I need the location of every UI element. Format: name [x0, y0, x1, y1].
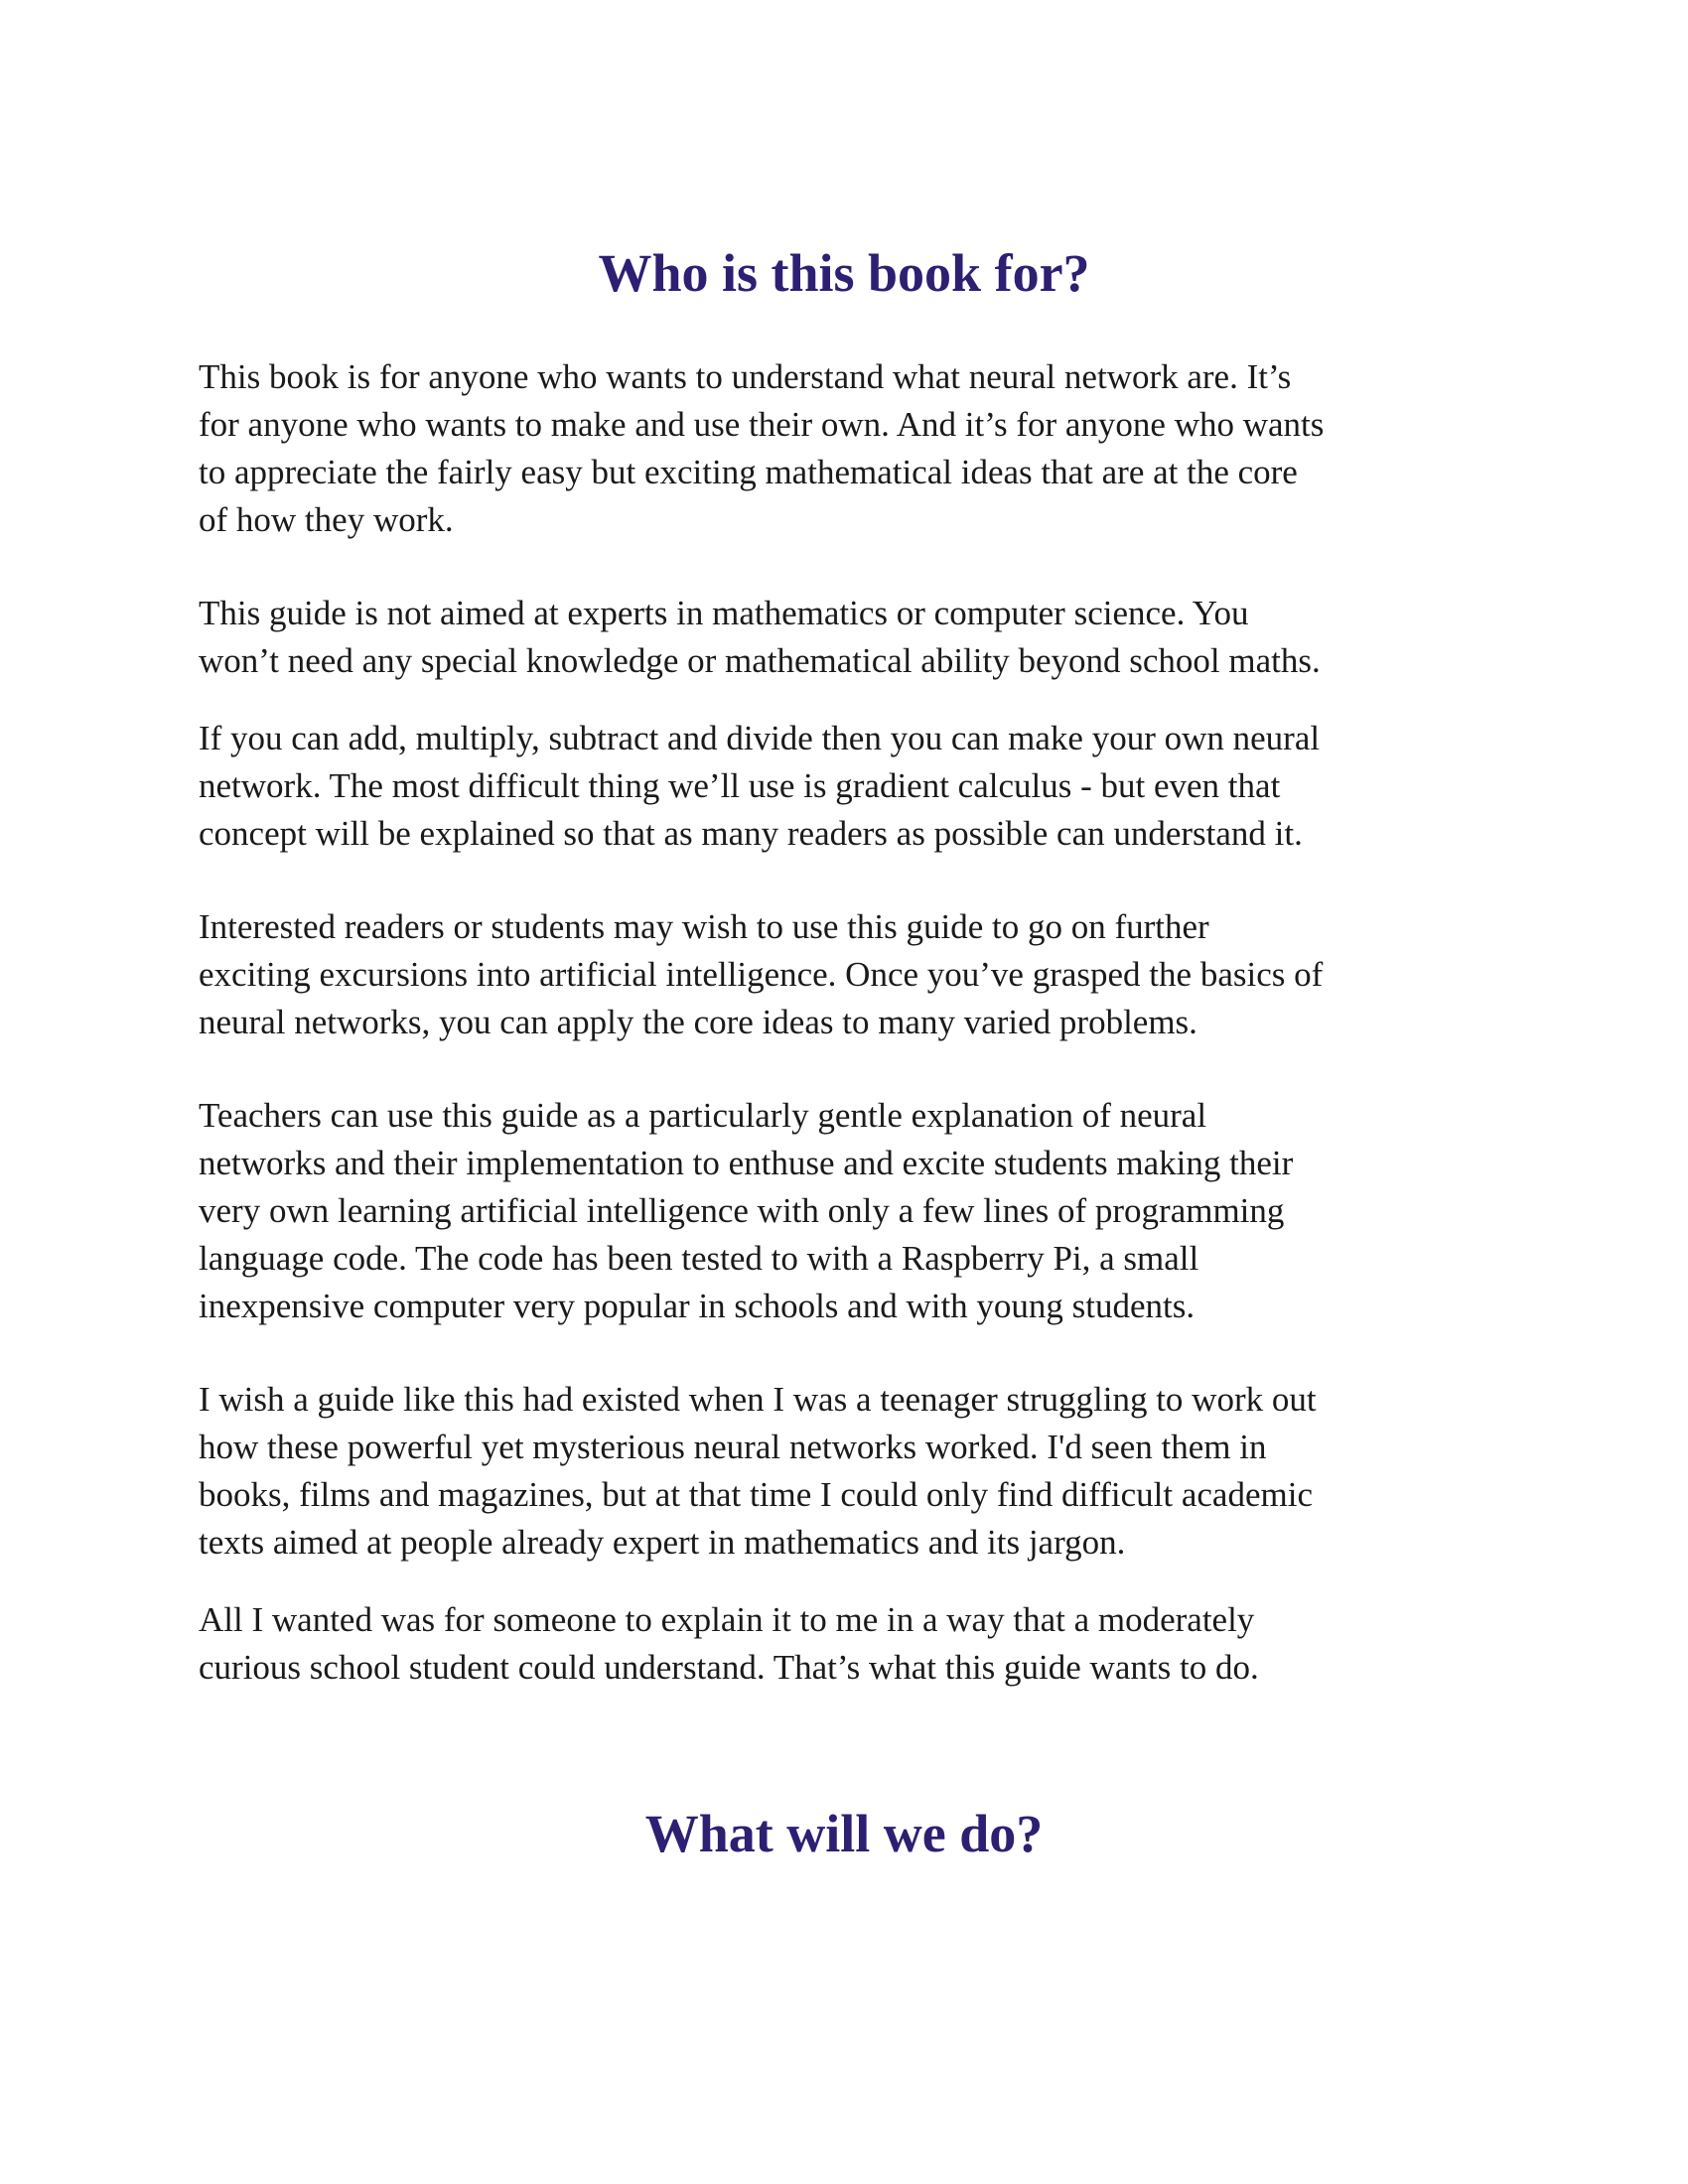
paragraph-line: Interested readers or students may wish to use this guide to go on further [199, 907, 1209, 946]
paragraph-5 [199, 1092, 1509, 1330]
paragraph-line: Teachers can use this guide as a particularly gentle explanation of neural [199, 1096, 1207, 1135]
paragraph-line: I wish a guide like this had existed when I was a teenager struggling to work out [199, 1380, 1317, 1419]
paragraph-line: for anyone who wants to make and use their own. And it’s for anyone who wants [199, 405, 1325, 444]
paragraph-line: how these powerful yet mysterious neural networks worked. I'd seen them in [199, 1428, 1267, 1466]
paragraph-line: concept will be explained so that as many readers as possible can understand it. [199, 814, 1303, 853]
paragraph-line: won’t need any special knowledge or mathematical ability beyond school maths. [199, 641, 1321, 680]
paragraph-line: curious school student could understand. That’s what this guide wants to do. [199, 1648, 1259, 1687]
paragraph-1 [199, 353, 1509, 544]
paragraph-line: inexpensive computer very popular in schools and with young students. [199, 1287, 1196, 1325]
paragraph-line: This guide is not aimed at experts in mathematics or computer science. You [199, 594, 1249, 632]
paragraph-7 [199, 1596, 1509, 1692]
section-body [199, 353, 1509, 1692]
paragraph-line: If you can add, multiply, subtract and divide then you can make your own neural [199, 719, 1321, 757]
paragraph-line: language code. The code has been tested to with a Raspberry Pi, a small [199, 1239, 1199, 1278]
paragraph-line: This book is for anyone who wants to understand what neural network are. It’s [199, 357, 1292, 396]
paragraph-line: exciting excursions into artificial intelligence. Once you’ve grasped the basics of [199, 955, 1324, 994]
paragraph-2 [199, 590, 1509, 685]
paragraph-line: of how they work. [199, 500, 454, 539]
paragraph-6 [199, 1376, 1509, 1567]
paragraph-line: network. The most difficult thing we’ll use is gradient calculus - but even that [199, 766, 1281, 805]
paragraph-line: books, films and magazines, but at that time I could only find difficult academic [199, 1475, 1313, 1514]
paragraph-line: networks and their implementation to enthuse and excite students making their [199, 1144, 1294, 1182]
paragraph-line: to appreciate the fairly easy but exciting mathematical ideas that are at the core [199, 453, 1298, 491]
section-heading-who-is-this-book-for: Who is this book for? [598, 243, 1090, 303]
paragraph-line: very own learning artificial intelligence with only a few lines of programming [199, 1191, 1285, 1230]
paragraph-line: texts aimed at people already expert in mathematics and its jargon. [199, 1523, 1126, 1562]
section-heading-what-will-we-do: What will we do? [644, 1804, 1044, 1863]
paragraph-3 [199, 715, 1509, 858]
paragraph-line: neural networks, you can apply the core ideas to many varied problems. [199, 1003, 1197, 1041]
paragraph-4 [199, 903, 1509, 1046]
paragraph-line: All I wanted was for someone to explain it to me in a way that a moderately [199, 1600, 1255, 1639]
